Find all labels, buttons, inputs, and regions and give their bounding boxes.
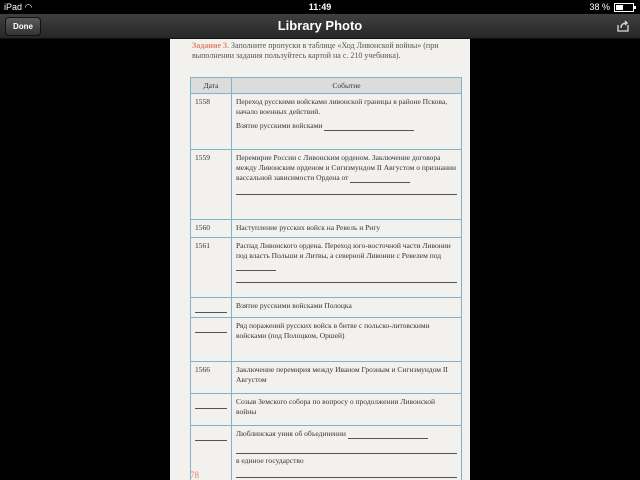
photo-view[interactable] — [170, 39, 470, 480]
share-icon[interactable] — [616, 19, 630, 33]
task-text: Заполните пропуски в таблице «Ход Ливонской войны» (при выполнении задания пользуйтесь картой на с. 210 учебника). — [192, 41, 439, 60]
row-event — [232, 94, 462, 150]
event-text: Наступление русских войск на Ревель и Ригу — [232, 220, 462, 238]
table-row — [191, 238, 462, 298]
wifi-icon: ◠ — [24, 2, 33, 12]
event-text: Люблинская уния об объединении — [236, 429, 346, 438]
events-table — [190, 77, 462, 480]
navigation-bar — [0, 14, 640, 39]
row-date — [191, 318, 232, 362]
event-text: Распад Ливонского ордена. Переход юго-восточной части Ливонии под власть Польши и Литвы, а северной Ливонии с Ревелем под — [236, 241, 451, 260]
table-row — [191, 298, 462, 318]
answer-blank[interactable] — [236, 469, 457, 478]
date-blank[interactable] — [195, 432, 227, 441]
answer-blank[interactable] — [236, 262, 276, 271]
date-blank[interactable] — [195, 400, 227, 409]
answer-blank[interactable] — [350, 174, 410, 183]
event-text: Перемирие России с Ливонским орденом. Заключение договора между Ливонским орденом и Сигизмундом II Августом о признании вассальной зависимости Ордена от — [236, 153, 456, 182]
table-row — [191, 426, 462, 480]
table-row — [191, 362, 462, 394]
nav-title: Library Photo — [277, 18, 363, 33]
page-number: 78 — [190, 470, 199, 480]
date-blank[interactable] — [195, 304, 227, 313]
device-name: iPad — [4, 2, 23, 12]
event-text: Переход русскими войсками ливонской границы в районе Пскова, начало военных действий. — [236, 97, 448, 116]
date-header: Дата — [191, 78, 232, 94]
answer-blank[interactable] — [348, 430, 428, 439]
battery-level — [616, 5, 623, 10]
event-header: Событие — [232, 78, 462, 94]
row-date — [191, 298, 232, 318]
event-text: Созыв Земского собора по вопросу о продолжении Ливонской войны — [232, 394, 462, 426]
task-heading — [192, 41, 462, 61]
row-date: 1561 — [191, 238, 232, 298]
event-text: в единое государство — [236, 456, 304, 465]
table-row — [191, 394, 462, 426]
event-text: Взятие русскими войсками Полоцка — [232, 298, 462, 318]
row-date: 1558 — [191, 94, 232, 150]
battery-percent: 38 % — [589, 2, 610, 12]
event-text: Взятие русскими войсками — [236, 121, 323, 130]
row-event — [232, 150, 462, 220]
status-bar — [0, 0, 640, 14]
table-row — [191, 150, 462, 220]
answer-blank[interactable] — [236, 445, 457, 454]
done-button[interactable]: Done — [5, 17, 41, 36]
table-row — [191, 318, 462, 362]
row-event — [232, 238, 462, 298]
row-date: 1560 — [191, 220, 232, 238]
answer-blank[interactable] — [236, 186, 457, 195]
task-label: Задание 3. — [192, 41, 230, 50]
event-text: Заключение перемирия между Иваном Грозным и Сигизмундом II Августом — [232, 362, 462, 394]
clock: 11:49 — [308, 2, 332, 12]
row-date — [191, 394, 232, 426]
answer-blank[interactable] — [324, 122, 414, 131]
battery-icon — [614, 3, 634, 12]
status-right — [589, 0, 634, 14]
table-row — [191, 94, 462, 150]
row-event — [232, 426, 462, 480]
row-date: 1566 — [191, 362, 232, 394]
date-blank[interactable] — [195, 324, 227, 333]
row-date: 1559 — [191, 150, 232, 220]
event-text: Ряд поражений русских войск в битве с польско-литовскими войсками (под Полоцком, Оршей) — [232, 318, 462, 362]
table-row — [191, 220, 462, 238]
answer-blank[interactable] — [236, 274, 457, 283]
